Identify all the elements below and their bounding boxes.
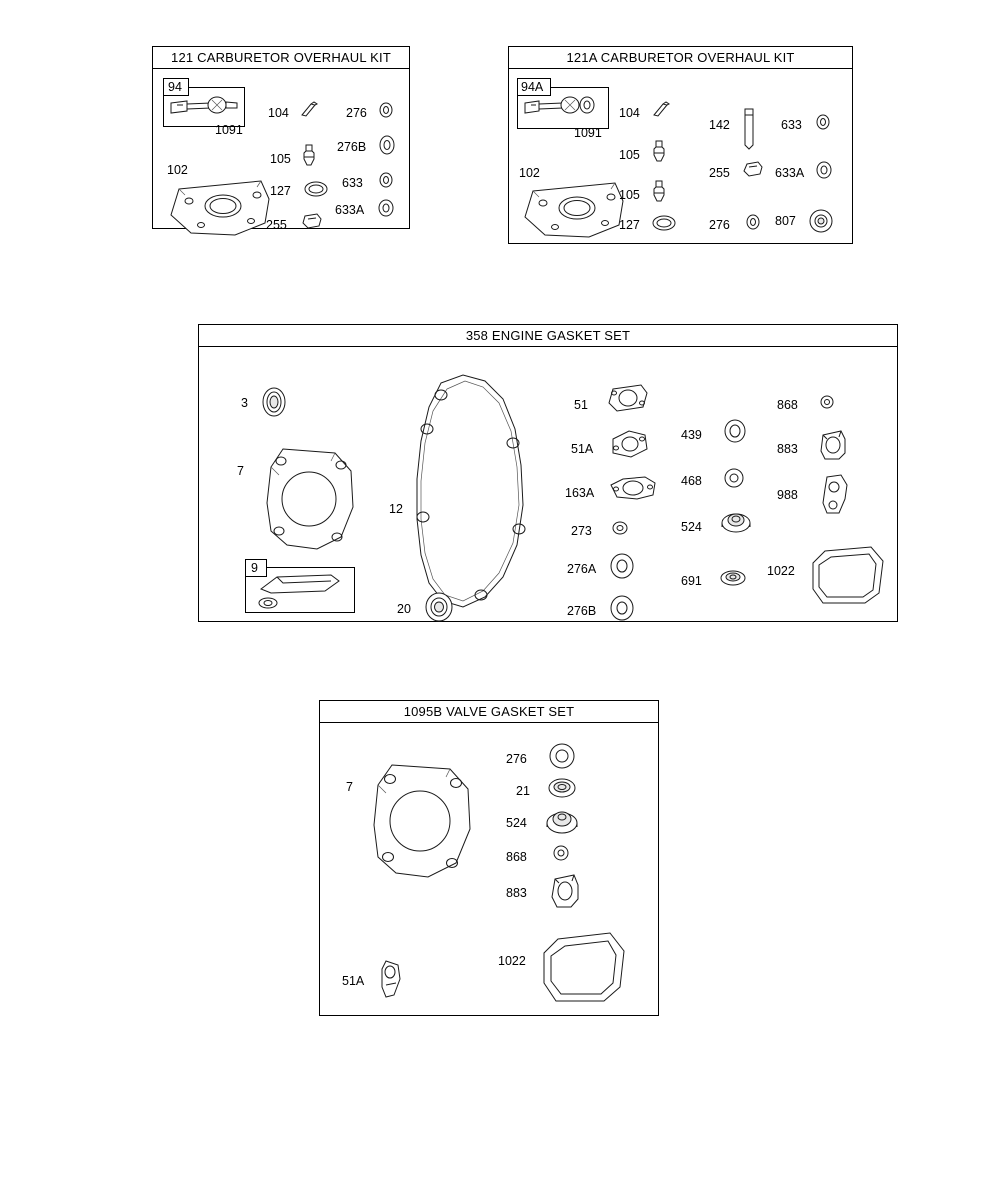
part-bracket-gasket-988 [817,473,853,517]
ref-label-21: 21 [516,784,530,798]
panel-title: 121A CARBURETOR OVERHAUL KIT [509,47,852,69]
ref-label-20: 20 [397,602,411,616]
panel-body [199,347,897,621]
part-gasket-883 [548,873,582,911]
ref-label-1091: 1091 [574,126,602,140]
part-washer-276 [378,101,396,119]
ref-label-276A: 276A [567,562,597,576]
panel-carburetor-overhaul-kit-121a [508,46,853,244]
part-seal-691 [719,567,749,589]
ref-label-524: 524 [506,816,527,830]
ref-label-276: 276 [346,106,367,120]
panel-title: 1095B VALVE GASKET SET [320,701,658,723]
ref-label-105: 105 [270,152,291,166]
ref-label-105-lower: 105 [619,188,640,202]
part-washer-276b [378,134,398,156]
panel-valve-gasket-set-1095b [319,700,659,1016]
part-seal-807 [809,209,835,235]
part-washer-276b [609,595,637,623]
ref-label-127: 127 [270,184,291,198]
part-washer-276 [745,213,763,231]
part-pin-142 [741,105,757,151]
ref-label-255: 255 [709,166,730,180]
part-float-valve-94a [521,91,607,127]
ref-label-883: 883 [506,886,527,900]
part-float-valve-94 [167,91,243,125]
ref-label-276: 276 [506,752,527,766]
panel-body [153,69,409,232]
part-seal-633 [378,171,396,189]
ref-label-1022: 1022 [767,564,795,578]
part-clip-255 [741,159,765,179]
panel-carburetor-overhaul-kit-121 [152,46,410,232]
part-pin-104 [651,101,673,119]
ref-label-276: 276 [709,218,730,232]
part-breather-gasket-9 [251,573,351,613]
part-seal-633a [815,161,835,181]
part-oil-seal-3 [259,385,291,419]
part-washer-276 [548,743,578,771]
part-valve-cover-gasket-1022 [809,545,887,607]
part-gasket-163a [607,475,659,503]
part-valve-seal-524 [719,507,755,537]
ref-label-468: 468 [681,474,702,488]
part-seal-21 [546,775,580,801]
panel-body [320,723,658,1015]
ref-label-142: 142 [709,118,730,132]
panel-title: 358 ENGINE GASKET SET [199,325,897,347]
part-washer-468 [723,467,747,489]
ref-label-163A: 163A [565,486,595,500]
ref-label-633: 633 [342,176,363,190]
ref-label-439: 439 [681,428,702,442]
panel-title: 121 CARBURETOR OVERHAUL KIT [153,47,409,69]
ref-label-51A: 51A [571,442,594,456]
part-crankcase-gasket-12 [407,369,547,619]
ref-label-988: 988 [777,488,798,502]
part-gasket-102 [165,179,275,241]
ref-label-276B: 276B [337,140,367,154]
part-plug-868 [552,843,572,863]
ref-label-51A: 51A [342,974,365,988]
ref-label-1091: 1091 [215,123,243,137]
part-oring-127 [651,213,677,233]
part-intake-gasket-51a [376,959,412,1001]
ref-label-102: 102 [519,166,540,180]
ref-label-51: 51 [574,398,588,412]
part-head-gasket-7 [364,761,484,885]
ref-label-105-upper: 105 [619,148,640,162]
ref-label-868: 868 [777,398,798,412]
ref-label-94: 94 [168,80,182,94]
panel-body [509,69,852,243]
part-valve-cover-gasket-1022 [540,931,630,1005]
part-plug-868 [819,393,837,411]
ref-label-276B: 276B [567,604,597,618]
ref-label-104: 104 [619,106,640,120]
ref-label-104: 104 [268,106,289,120]
part-seal-633 [815,113,833,131]
ref-label-7: 7 [346,780,353,794]
part-washer-273 [611,519,631,537]
part-valve-seal-524 [544,805,582,837]
ref-label-807: 807 [775,214,796,228]
part-gasket-102 [519,181,629,243]
part-jet-105 [301,143,317,169]
ref-label-7: 7 [237,464,244,478]
panel-engine-gasket-set-358 [198,324,898,622]
part-jet-105-upper [651,139,667,165]
ref-label-868: 868 [506,850,527,864]
ref-label-255: 255 [266,218,287,232]
ref-label-524: 524 [681,520,702,534]
part-exhaust-gasket-51 [605,383,651,415]
part-oring-127 [303,179,329,199]
ref-label-12: 12 [389,502,403,516]
ref-label-94A: 94A [521,80,544,94]
part-intake-gasket-51a [607,429,651,461]
ref-label-633: 633 [781,118,802,132]
ref-label-102: 102 [167,163,188,177]
ref-label-633A: 633A [335,203,365,217]
ref-label-273: 273 [571,524,592,538]
ref-label-3: 3 [241,396,248,410]
ref-label-691: 691 [681,574,702,588]
part-seal-633a [377,199,397,219]
part-jet-105-lower [651,179,667,205]
part-head-gasket-7 [257,445,365,557]
part-seal-20 [423,591,457,625]
ref-label-633A: 633A [775,166,805,180]
part-washer-276a [609,553,637,581]
ref-label-883: 883 [777,442,798,456]
ref-label-9: 9 [251,561,258,575]
part-seal-439 [723,419,749,445]
part-gasket-883 [817,429,849,463]
ref-label-1022: 1022 [498,954,526,968]
part-clip-255 [299,211,325,231]
part-pin-104 [299,101,321,119]
ref-label-127: 127 [619,218,640,232]
